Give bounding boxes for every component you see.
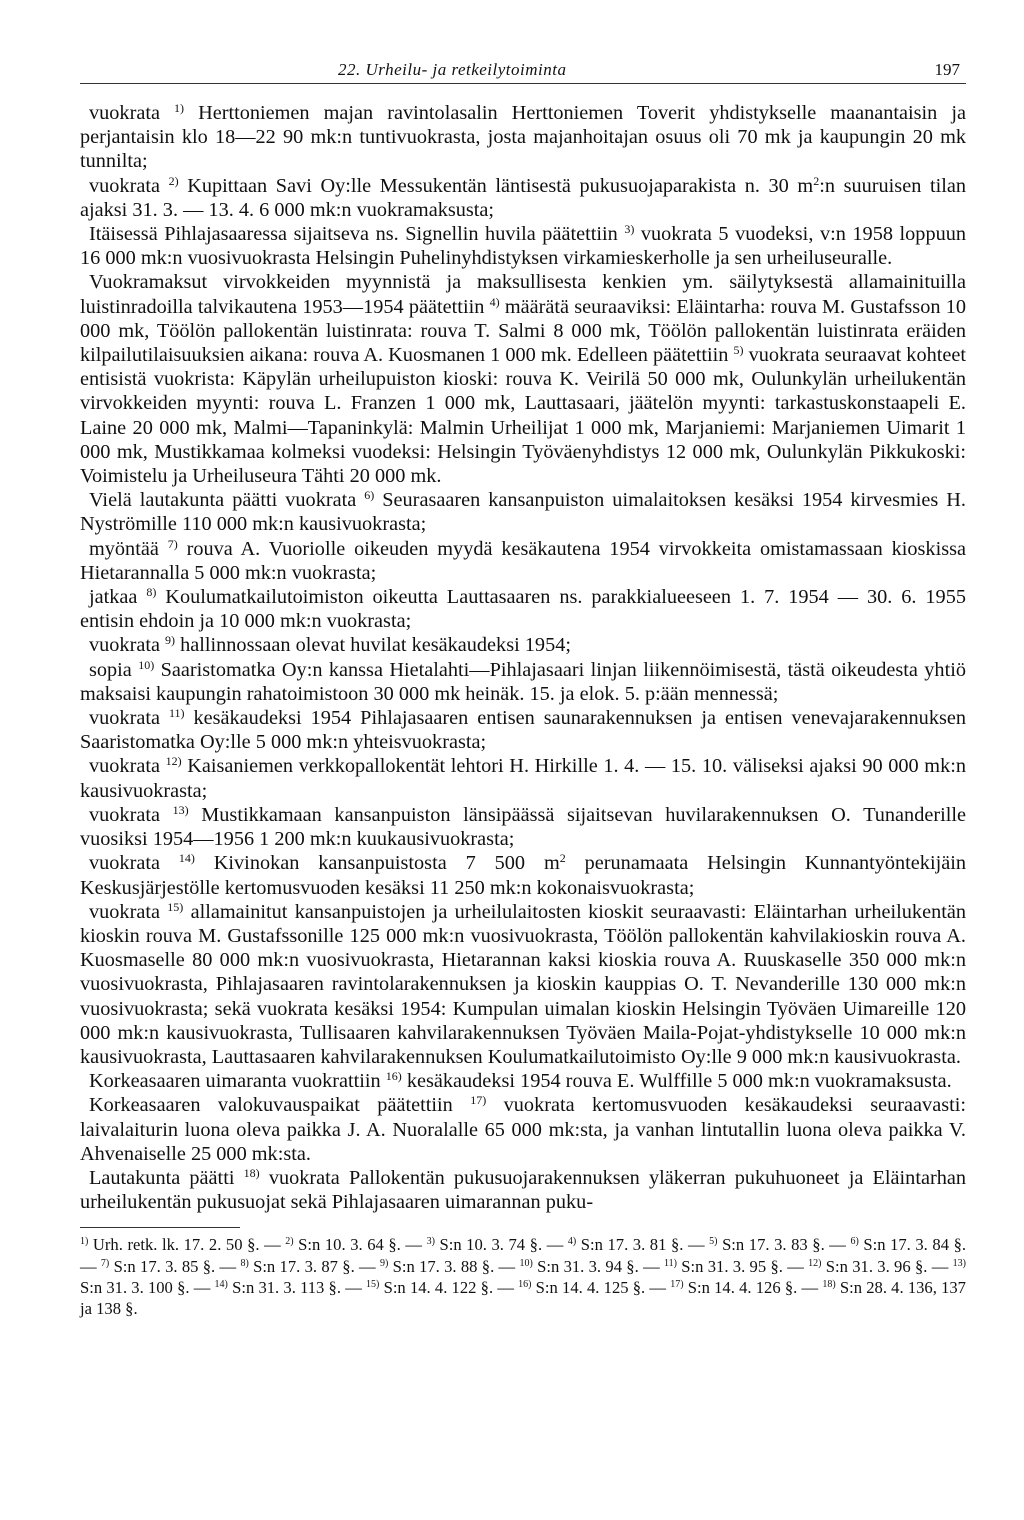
paragraph [80,1166,966,1214]
footnote-ref: 13) [172,802,189,817]
text-run: vuokrata [89,634,166,657]
footnote-ref: 1) [80,1236,89,1248]
text-run: vuokrata [89,707,169,730]
footnote-ref: 6) [364,488,375,503]
footnote-ref: 4) [567,1236,577,1248]
footnote-ref: 8) [146,585,157,600]
paragraph [80,488,966,536]
text-run: S:n 10. 3. 64 §. — [293,1235,427,1255]
footnote-ref: 4) [489,294,500,309]
text-run: vuokrata [89,852,179,875]
footnote-ref: 14) [178,851,195,866]
text-run: vuokrata [89,174,169,197]
text-run: vuokrata [89,803,173,826]
text-run: S:n 14. 4. 125 §. — [531,1277,671,1297]
page-number: 197 [934,60,960,79]
paragraph [80,658,966,706]
footnote-ref: 9) [165,633,176,648]
text-run: Vuokramaksut virvokkeiden myynnistä ja maksullisesta kenkien ym. säilytyksestä allamainituilla luistinradoilla talvikautena 1953—1954 päätettiin [80,271,966,318]
text-run: S:n 31. 3. 96 §. — [821,1256,953,1276]
footnote-ref: 18) [243,1165,260,1180]
footnote-ref: 5) [733,343,744,358]
footnote-ref: 16) [385,1069,402,1084]
text-run: myöntää [89,537,168,560]
footnote-ref: 8) [240,1257,249,1269]
text-run: vuokrata [89,102,175,124]
text-run: S:n 17. 3. 85 §. — [109,1256,241,1276]
text-run: S:n 31. 3. 113 §. — [227,1277,367,1297]
text-run: S:n 14. 4. 122 §. — [379,1277,519,1297]
text-run: allamainitut kansanpuistojen ja urheilulaitosten kioskit seuraavasti: Eläintarhan urheilukentän kioskin rouva M. Gustafssonille 125 000 mk:n vuosivuokrasta, Töölön pallokentän kahvilakioskin rouva A. Kuosmaselle 80 000 mk:n vuosivuokrasta, Hietarannan kaksi kioskia rouva A. Ruuskaselle 350 000 mk:n vuosivuokrasta, Pihlajasaaren ravintolarakennuksen ja kioskin kauppias O. T. Nevanderille 130 000 mk:n vuosivuokrasta; sekä vuokrata kesäksi 1954: Kumpulan uimalan kioskin Helsingin Työväen Uimareille 120 000 mk:n kausivuokrasta, Tullisaaren kahvilarakennuksen Työväen Maila-Pojat-yhdistykselle 10 000 mk:n kausivuokrasta, Lauttasaaren kahvilarakennuksen Koulumatkailutoimisto Oy:lle 9 000 mk:n kausivuokrasta. [80,900,966,1068]
text-run: Kupittaan Savi Oy:lle Messukentän läntisestä pukusuojaparakista n. 30 m [178,174,814,197]
footnote-ref: 7) [100,1257,110,1269]
text-run: jatkaa [89,586,147,609]
text-run: kesäkaudeksi 1954 Pihlajasaaren entisen saunarakennuksen ja entisen venevajarakennuksen Saaristomatka Oy:lle 5 000 mk:n yhteisvuokrasta; [80,707,967,754]
footnote-ref: 2 [813,173,820,188]
paragraph [80,706,966,754]
footnote-ref: 2) [168,173,179,188]
text-run: :n suuruisen tilan ajaksi 31. 3. — 13. 4. 6 000 mk:n vuokramaksusta; [80,174,966,221]
text-run: vuokrata Pallokentän pukusuojarakennuksen yläkerran pukuhuoneet ja Eläintarhan urheilukentän pukusuojat sekä Pihlajasaaren uimarannan puku- [80,1166,966,1214]
footnote-ref: 12) [808,1257,822,1269]
paragraph [80,101,966,174]
footnote-ref: 18) [822,1278,836,1290]
text-run: S:n 31. 3. 95 §. — [676,1256,809,1276]
text-run: S:n 10. 3. 74 §. — [434,1235,568,1255]
text-run: perunamaata Helsingin Kunnantyöntekijäin Keskusjärjestölle kertomusvuoden kesäksi 11 250 mk:n kokonaisvuokrasta; [80,852,966,899]
text-run: S:n 31. 3. 94 §. — [532,1256,664,1276]
text-run: vuokrata [89,900,168,923]
running-title: 22. Urheilu- ja retkeilytoiminta [338,60,567,79]
text-run: määrätä seuraaviksi: Eläintarha: rouva M. Gustafsson 10 000 mk, Töölön pallokentän luistinrata: rouva T. Salmi 8 000 mk, Töölön pallokentän luistinrata eräiden kilpailutilaisuuksien aikana: rouva A. Kuosmanen 1 000 mk. Edelleen päätettiin [80,295,967,367]
footnote-rule [80,1227,240,1228]
footnote-ref: 9) [379,1257,389,1269]
footnote-ref: 15) [366,1278,380,1290]
body-text [80,101,966,1214]
footnote-ref: 1) [174,101,185,115]
document-page [80,54,966,1320]
text-run: Itäisessä Pihlajasaaressa sijaitseva ns. Signellin huvila päätettiin [89,223,625,246]
text-run: S:n 17. 3. 84 §. — [80,1235,967,1276]
footnote-ref: 17) [470,1093,487,1108]
text-run: S:n 14. 4. 126 §. — [683,1277,823,1297]
footnote-ref: 6) [850,1236,859,1248]
footnote-ref: 2) [285,1236,294,1248]
footnote-ref: 15) [167,899,184,914]
footnote-ref: 11) [168,706,185,721]
footnote-ref: 3) [426,1236,435,1248]
paragraph [80,900,966,1069]
text-run: Mustikkamaan kansanpuiston länsipäässä sijaitsevan huvilarakennuksen O. Tunanderille vuosiksi 1954—1956 1 200 mk:n kuukausivuokrasta; [80,803,966,851]
footnote-ref: 10) [519,1257,533,1269]
footnote-ref: 13) [952,1257,966,1269]
text-run: Herttoniemen majan ravintolasalin Herttoniemen Toverit yhdistykselle maanantaisin ja perjantaisin klo 18—22 90 mk:n tuntivuokrasta, josta majanhoitajan osuus oli 70 mk ja kaupungin 20 mk tunnilta; [80,102,966,173]
footnote-ref: 14) [214,1278,228,1290]
text-run: Korkeasaaren valokuvauspaikat päätettiin [89,1094,471,1117]
footnote-ref: 16) [518,1278,532,1290]
paragraph [80,851,966,899]
paragraph [80,803,966,851]
paragraph [80,585,966,633]
text-run: vuokrata seuraavat kohteet entisistä vuokrista: Käpylän urheilupuiston kioski: rouva K. Veirilä 50 000 mk, Oulunkylän urheilukentän virvokkeiden myynti: rouva L. Franzen 1 000 mk, Lauttasaari, jäätelön myynti: tarkastuskonstaapeli E. Laine 20 000 mk, Malmi—Tapaninkylä: Malmin Urheilijat 1 000 mk, Marjaniemi: Marjaniemen Uimarit 1 000 mk, Mustikkamaa kolmeksi vuodeksi: Helsingin Työväenyhdistys 12 000 mk, Oulunkylän Pikkukoski: Voimistelu ja Urheiluseura Tähti 20 000 mk. [80,344,966,488]
text-run: Korkeasaaren uimaranta vuokrattiin [89,1070,386,1093]
paragraph [80,1069,966,1093]
footnote-ref: 17) [670,1278,684,1290]
text-run: hallinnossaan olevat huvilat kesäkaudeksi 1954; [175,634,571,657]
text-run: Seurasaaren kansanpuiston uimalaitoksen kesäksi 1954 kirvesmies H. Nyströmille 110 000 mk:n kausivuokrasta; [80,489,966,536]
text-run: S:n 17. 3. 83 §. — [717,1235,851,1255]
paragraph [80,754,966,802]
text-run: Koulumatkailutoimiston oikeutta Lauttasaaren ns. parakkialueeseen 1. 7. 1954 — 30. 6. 1955 entisin ehdoin ja 10 000 mk:n vuokrasta; [80,586,966,633]
page-header [80,54,966,84]
text-run: Kivinokan kansanpuistosta 7 500 m [194,852,560,875]
footnote-ref: 2 [559,851,566,866]
text-run: Kaisaniemen verkkopallokentät lehtori H. Hirkille 1. 4. — 15. 10. väliseksi ajaksi 90 000 mk:n kausivuokrasta; [80,755,966,802]
text-run: vuokrata 5 vuodeksi, v:n 1958 loppuun 16 000 mk:n vuosivuokrasta Helsingin Puhelinyhdistyksen virkamieskerholle ja sen urheiluseuralle. [80,223,967,270]
text-run: rouva A. Vuoriolle oikeuden myydä kesäkautena 1954 virvokkeita omistamassaan kioskissa Hietarannalla 5 000 mk:n vuokrasta; [80,537,966,584]
footnote-ref: 12) [165,754,182,769]
text-run: sopia [89,658,139,681]
text-run: Urh. retk. lk. 17. 2. 50 §. — [88,1235,286,1255]
header-rule [80,83,966,84]
paragraph [80,174,966,222]
text-run: kesäkaudeksi 1954 rouva E. Wulffille 5 000 mk:n vuokramaksusta. [401,1070,952,1093]
paragraph [80,270,966,488]
footnote-ref: 10) [138,657,155,672]
paragraph [80,1093,966,1166]
text-run: S:n 17. 3. 88 §. — [388,1256,520,1276]
text-run: Saaristomatka Oy:n kanssa Hietalahti—Pihlajasaari linjan liikennöimisestä, tästä oikeudesta yhtiö maksaisi kaupungin rahatoimistoon 30 000 mk heinäk. 15. ja elok. 5. p:ään mennessä; [80,658,966,705]
paragraph [80,537,966,585]
paragraph [80,222,966,270]
text-run: vuokrata kertomusvuoden kesäkaudeksi seuraavasti: laivalaiturin luona oleva paikka J. A. Nuoralalle 65 000 mk:sta, ja vanhan lintutallin luona oleva paikka V. Ahvenaiselle 25 000 mk:sta. [80,1094,966,1165]
footnote-ref: 11) [663,1257,677,1269]
footnotes [80,1234,966,1319]
text-run: S:n 28. 4. 136, 137 ja 138 §. [80,1277,966,1319]
text-run: Lautakunta päätti [89,1166,244,1189]
text-run: S:n 17. 3. 87 §. — [248,1256,380,1276]
text-run: Vielä lautakunta päätti vuokrata [89,489,365,512]
text-run: S:n 17. 3. 81 §. — [576,1235,710,1255]
text-run: vuokrata [89,755,166,778]
text-run: S:n 31. 3. 100 §. — [80,1277,215,1297]
footnote-ref: 7) [167,536,178,551]
footnote-ref: 3) [624,222,635,237]
paragraph [80,633,966,657]
footnote-ref: 5) [709,1236,718,1248]
